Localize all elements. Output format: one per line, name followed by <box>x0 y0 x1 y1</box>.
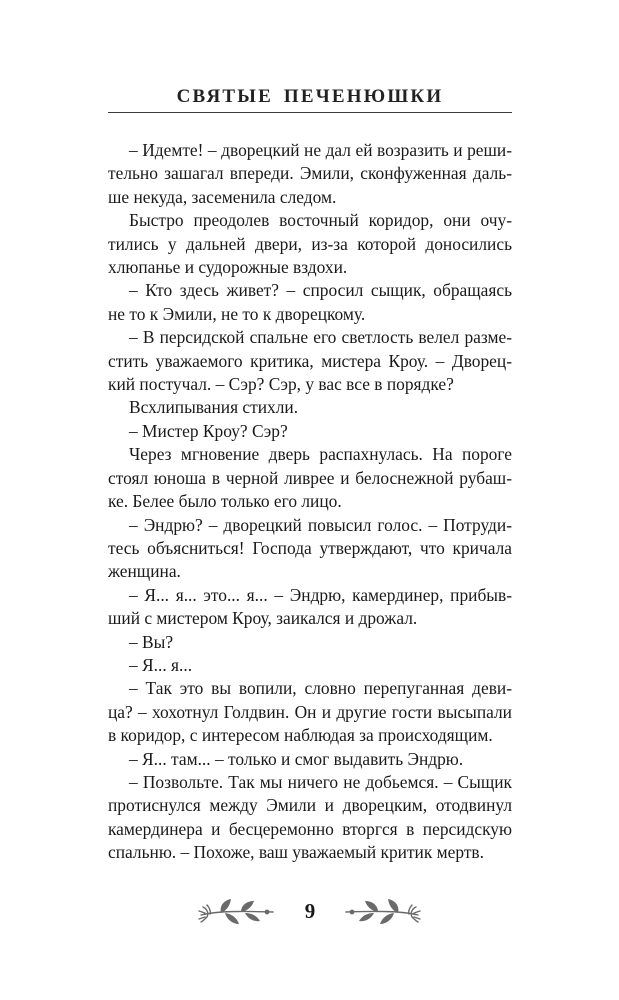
paragraph <box>108 514 512 584</box>
leaf-vine-ornament-icon <box>197 893 277 933</box>
paragraph <box>108 771 512 865</box>
text-line: Всхлипывания стихли. <box>129 397 299 418</box>
paragraph <box>108 654 512 677</box>
paragraph <box>108 631 512 654</box>
text-line: – Я... я... <box>129 654 193 675</box>
paragraph <box>108 139 512 209</box>
text-line: – Я... я... это... я... – Эндрю, камердинер, прибыв- <box>129 584 512 605</box>
leaf-vine-ornament-icon <box>342 893 422 933</box>
page-number: 9 <box>304 899 316 923</box>
text-line: – Вы? <box>129 631 174 652</box>
text-line: Через мгновение дверь распахнулась. На пороге <box>129 444 512 465</box>
paragraph <box>108 443 512 513</box>
text-line: Быстро преодолев восточный коридор, они очу- <box>129 210 512 231</box>
paragraph <box>108 209 512 279</box>
text-line: – В персидской спальне его светлость велел разме- <box>129 327 512 348</box>
page-footer <box>0 893 619 933</box>
text-line: стоял юноша в черной ливрее и белоснежной рубаш- <box>108 467 512 488</box>
text-line: в коридор, с интересом наблюдая за происходящим. <box>108 725 493 746</box>
text-line: протиснулся между Эмили и дворецким, отодвинул <box>108 795 512 816</box>
text-line: тельно зашагал впереди. Эмили, сконфуженная даль- <box>108 163 512 184</box>
text-line: не то к Эмили, не то к дворецкому. <box>108 303 366 324</box>
text-line: ше некуда, засеменила следом. <box>108 186 337 207</box>
text-line: тились у дальней двери, из-за которой доносились <box>108 233 512 254</box>
text-line: – Мистер Кроу? Сэр? <box>129 420 288 441</box>
text-line: – Позвольте. Так мы ничего не добьемся. – Сыщик <box>129 771 512 792</box>
text-line: хлюпанье и судорожные вздохи. <box>108 257 348 278</box>
text-line: тесь объясниться! Господа утверждают, что кричала <box>108 537 512 558</box>
paragraph <box>108 396 512 419</box>
paragraph <box>108 279 512 326</box>
paragraph <box>108 420 512 443</box>
text-line: – Эндрю? – дворецкий повысил голос. – Потруди- <box>129 514 512 535</box>
text-line: спальню. – Похоже, ваш уважаемый критик мертв. <box>108 842 484 863</box>
running-header: СВЯТЫЕ ПЕЧЕНЮШКИ <box>176 86 444 107</box>
header-rule <box>108 112 512 113</box>
paragraph <box>108 748 512 771</box>
text-line: кий постучал. – Сэр? Сэр, у вас все в порядке? <box>108 374 454 395</box>
paragraph <box>108 584 512 631</box>
text-line: ший с мистером Кроу, заикался и дрожал. <box>108 608 418 629</box>
paragraph <box>108 677 512 747</box>
text-line: – Кто здесь живет? – спросил сыщик, обращаясь <box>129 280 512 301</box>
text-line: – Идемте! – дворецкий не дал ей возразить и реши- <box>129 140 512 160</box>
text-line: женщина. <box>108 561 181 582</box>
text-line: камердинера и бесцеремонно вторгся в персидскую <box>108 818 512 839</box>
text-body <box>108 139 512 865</box>
paragraph <box>108 326 512 396</box>
text-line: – Я... там... – только и смог выдавить Эндрю. <box>129 748 464 769</box>
text-line: стить уважаемого критика, мистера Кроу. – Дворец- <box>108 350 512 371</box>
text-line: – Так это вы вопили, словно перепуганная деви- <box>129 678 512 699</box>
text-line: ца? – хохотнул Голдвин. Он и другие гости высыпали <box>108 701 512 722</box>
text-line: ке. Белее было только его лицо. <box>108 491 342 512</box>
